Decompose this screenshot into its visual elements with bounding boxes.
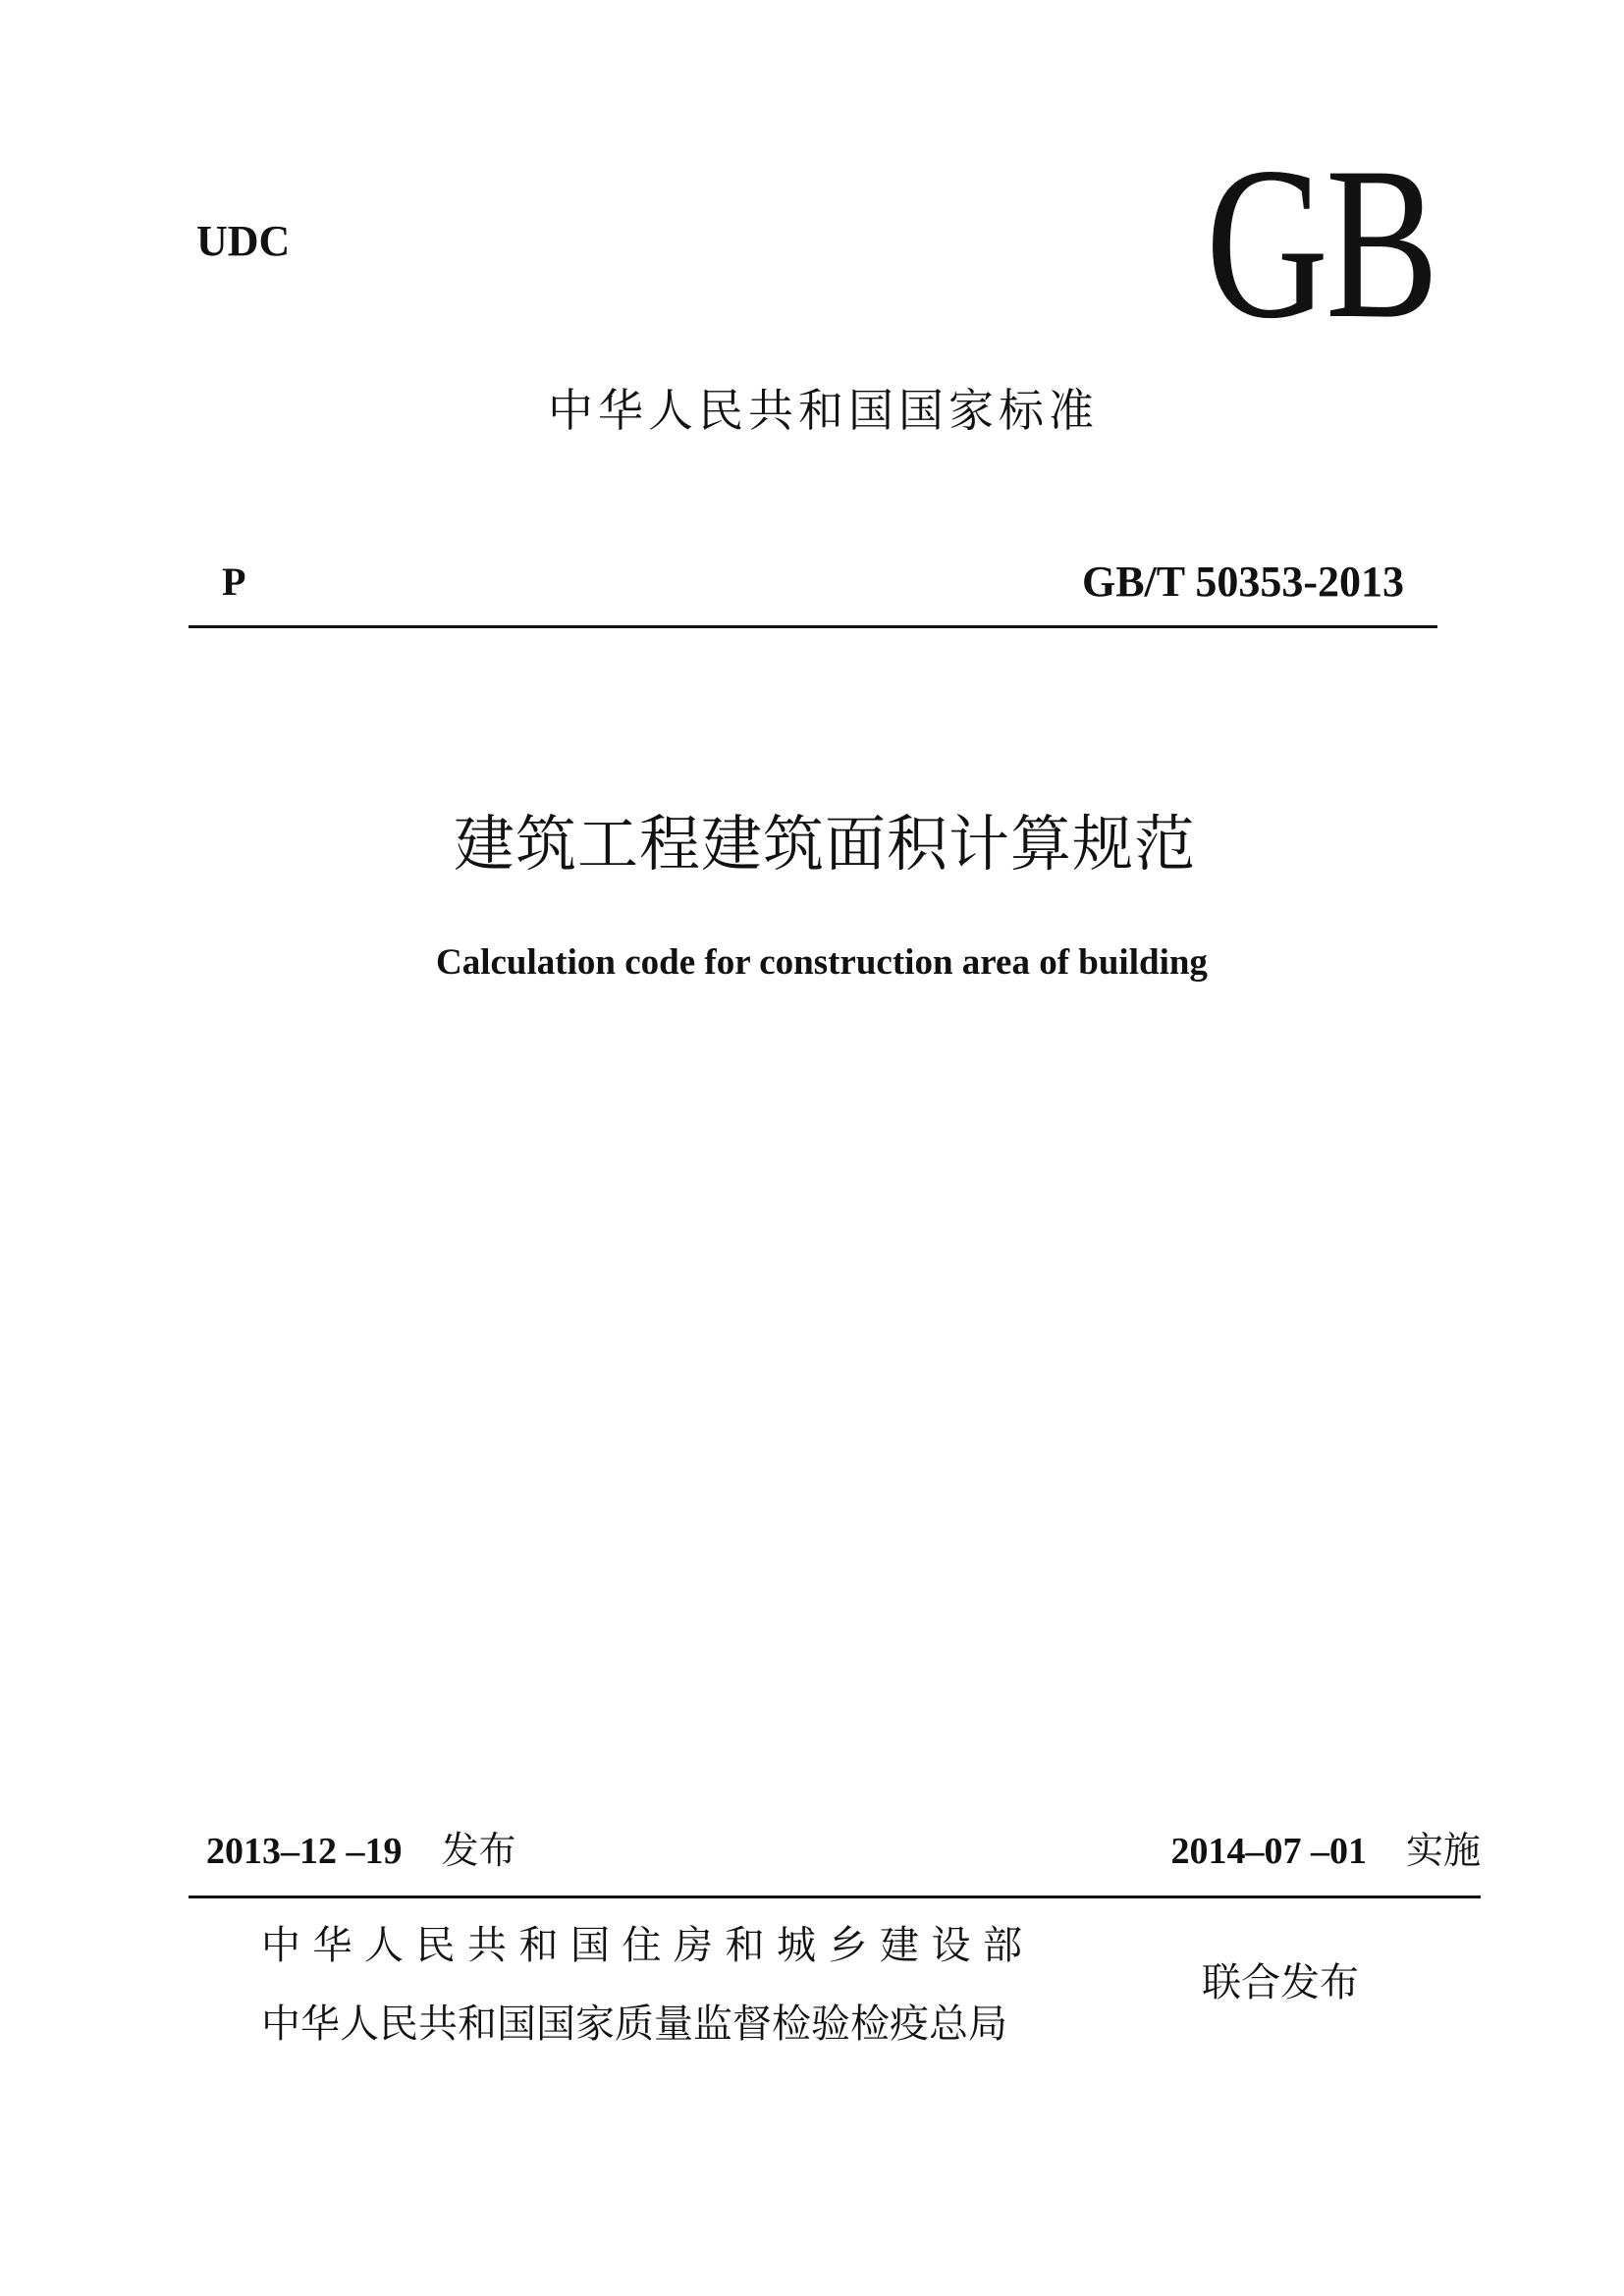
national-standard-heading: 中华人民共和国国家标准 [548, 384, 1099, 437]
issue-line [206, 1824, 516, 1878]
category-code: P [222, 560, 246, 604]
document-title-chinese: 建筑工程建筑面积计算规范 [454, 808, 1197, 880]
gb-mark: GB [1206, 123, 1436, 364]
issue-label: 发布 [441, 1829, 516, 1872]
implementation-label: 实施 [1405, 1829, 1481, 1872]
top-divider [189, 625, 1437, 628]
bottom-divider [189, 1896, 1481, 1898]
publisher-aqsiq: 中华人民共和国国家质量监督检验检疫总局 [261, 2002, 1007, 2047]
implementation-date: 2014–07 –01 [1170, 1831, 1367, 1872]
udc-label: UDC [196, 217, 291, 265]
publisher-ministry: 中华人民共和国住房和城乡建设部 [261, 1923, 1035, 1968]
document-title-english: Calculation code for construction area of building [436, 942, 1208, 983]
standard-number: GB/T 50353-2013 [1081, 558, 1404, 606]
joint-issue-label: 联合发布 [1202, 1960, 1359, 2005]
issue-date: 2013–12 –19 [206, 1831, 403, 1872]
implementation-line [1170, 1824, 1481, 1878]
